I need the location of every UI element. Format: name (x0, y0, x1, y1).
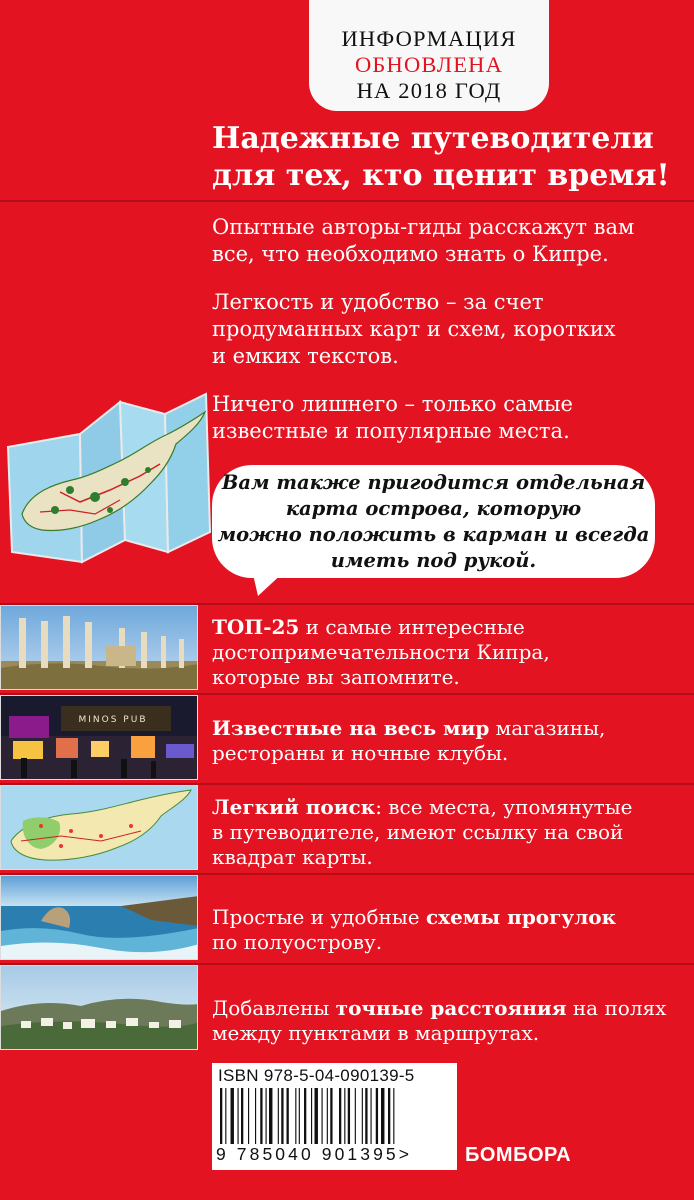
intro-paragraph-2 (212, 289, 682, 370)
callout-line-2: карта острова, которую (285, 497, 582, 520)
intro-2-line-1: Легкость и удобство – за счет (212, 290, 544, 314)
callout-line-3: можно положить в карман и всегда (217, 523, 650, 546)
intro-1-line-2: все, что необходимо знать о Кипре. (212, 242, 609, 266)
intro-2-line-3: и емких текстов. (212, 344, 399, 368)
isbn-label: ISBN 978-5-04-090139-5 (218, 1066, 415, 1085)
callout-line-1: Вам также пригодится отдельная (221, 471, 646, 494)
feature-distances-bold: точные расстояния (335, 996, 567, 1020)
feature-search-text-3: квадрат карты. (212, 845, 373, 869)
feature-top25-text-1: и самые интересные (299, 615, 525, 639)
feature-distances-pre: Добавлены (212, 996, 336, 1020)
intro-paragraph-1 (212, 214, 682, 268)
feature-shops-bold: Известные на весь мир (212, 716, 490, 740)
feature-shops-text-1: магазины, (489, 716, 606, 740)
feature-distances-text-1: на полях (566, 996, 667, 1020)
barcode-digits: 9 785040 901395 (216, 1144, 399, 1164)
feature-top25-text-2: достопримечательности Кипра, (212, 640, 550, 664)
feature-search-bold: Легкий поиск (212, 795, 376, 819)
feature-top25-bold: ТОП-25 (212, 615, 300, 639)
ancient-columns-photo (0, 605, 198, 690)
feature-walks-bold: схемы прогулок (425, 905, 617, 929)
divider-1 (0, 200, 694, 202)
feature-search-text-2: в путеводителе, имеют ссылку на свой (212, 820, 624, 844)
feature-distances (212, 996, 687, 1046)
feature-shops (212, 716, 687, 766)
village-photo (0, 965, 198, 1050)
feature-walks-text-2: по полуострову. (212, 930, 383, 954)
barcode-quiet-mark: > (398, 1144, 413, 1164)
intro-1-line-1: Опытные авторы-гиды расскажут вам (212, 215, 635, 239)
headline-line-1: Надежные путеводители (212, 121, 654, 156)
publisher-logo: БОМБОРА (465, 1144, 572, 1166)
feature-distances-text-2: между пунктами в маршрутах. (212, 1021, 540, 1045)
feature-walks-pre: Простые и удобные (212, 905, 426, 929)
night-street-photo (0, 695, 198, 780)
headline-line-2: для тех, кто ценит время! (212, 158, 670, 193)
map-photo (0, 785, 198, 870)
feature-top25 (212, 615, 687, 690)
feature-search-text-1: : все места, упомянутые (375, 795, 633, 819)
folded-map-illustration (0, 372, 230, 577)
intro-3-line-2: известные и популярные места. (212, 419, 570, 443)
svg-text:MINOS PUB: MINOS PUB (78, 715, 148, 725)
callout-text (212, 470, 655, 574)
intro-3-line-1: Ничего лишнего – только самые (212, 392, 573, 416)
intro-2-line-2: продуманных карт и схем, коротких (212, 317, 616, 341)
feature-shops-text-2: рестораны и ночные клубы. (212, 741, 509, 765)
intro-paragraph-3 (212, 391, 682, 445)
info-updated-box (309, 0, 549, 111)
info-line-3: НА 2018 ГОД (356, 78, 502, 103)
info-line-2: ОБНОВЛЕНА (354, 52, 504, 77)
coast-photo (0, 875, 198, 960)
callout-line-4: иметь под рукой. (330, 549, 537, 572)
barcode-number (216, 1144, 412, 1165)
info-line-1: ИНФОРМАЦИЯ (341, 26, 517, 51)
headline (212, 120, 682, 194)
feature-search (212, 795, 687, 870)
barcode-bars (218, 1088, 453, 1144)
callout-tail (252, 570, 292, 600)
feature-walks (212, 905, 687, 955)
feature-top25-text-3: которые вы запомните. (212, 665, 460, 689)
